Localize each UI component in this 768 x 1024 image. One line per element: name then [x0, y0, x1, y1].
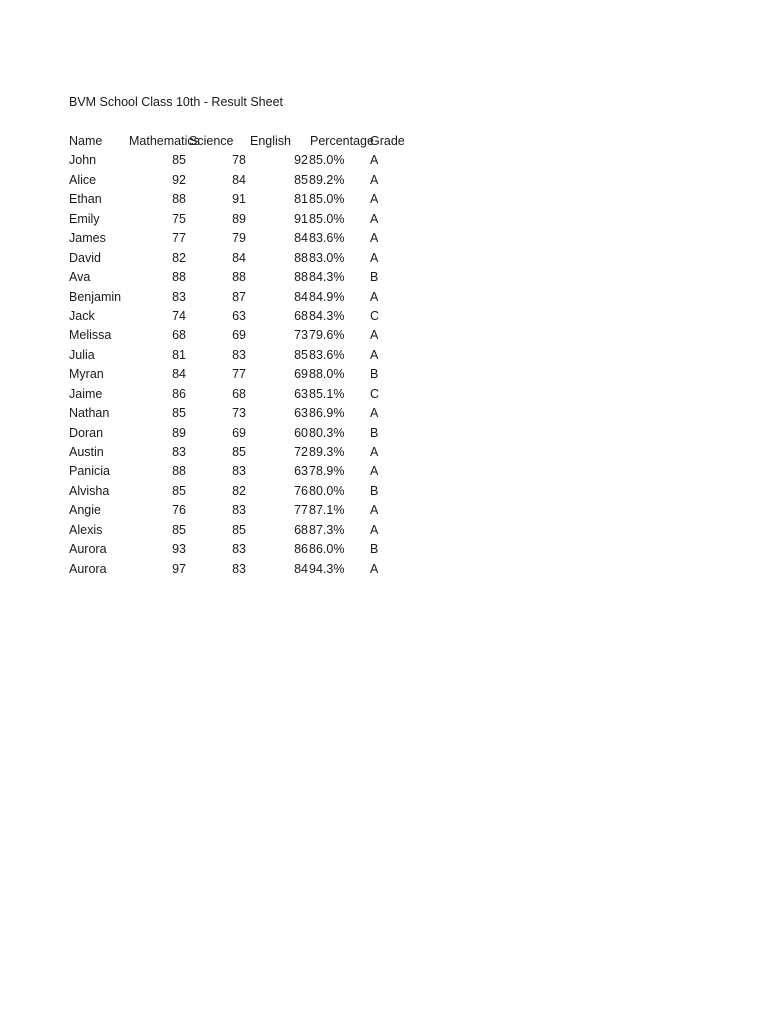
table-row: [69, 483, 429, 502]
cell-science: 87: [232, 289, 246, 304]
cell-mathematics: 84: [172, 367, 186, 382]
table-header-row: [69, 133, 429, 152]
cell-name: Jaime: [69, 386, 103, 401]
table-row: [69, 405, 429, 424]
header-percentage: Percentage: [310, 134, 374, 148]
cell-percentage: 83.6%: [309, 347, 345, 362]
cell-grade: B: [370, 483, 379, 498]
table-row: [69, 269, 429, 288]
cell-percentage: 89.2%: [309, 172, 345, 187]
cell-english: 86: [294, 542, 308, 557]
cell-english: 81: [294, 192, 308, 207]
cell-science: 84: [232, 172, 246, 187]
cell-mathematics: 92: [172, 172, 186, 187]
cell-grade: A: [370, 503, 379, 518]
cell-mathematics: 85: [172, 483, 186, 498]
cell-mathematics: 83: [172, 289, 186, 304]
header-science: Science: [189, 134, 234, 148]
results-table: [69, 133, 429, 580]
cell-english: 63: [294, 464, 308, 479]
cell-name: Emily: [69, 211, 100, 226]
cell-percentage: 86.9%: [309, 406, 345, 421]
cell-percentage: 87.3%: [309, 522, 345, 537]
cell-grade: A: [370, 347, 379, 362]
cell-name: Ethan: [69, 192, 102, 207]
cell-percentage: 79.6%: [309, 328, 345, 343]
cell-science: 68: [232, 386, 246, 401]
cell-science: 78: [232, 153, 246, 168]
cell-percentage: 85.0%: [309, 211, 345, 226]
cell-english: 69: [294, 367, 308, 382]
cell-grade: B: [370, 367, 379, 382]
cell-english: 84: [294, 561, 308, 576]
table-row: [69, 308, 429, 327]
table-row: [69, 230, 429, 249]
cell-percentage: 86.0%: [309, 542, 345, 557]
cell-mathematics: 82: [172, 250, 186, 265]
cell-grade: A: [370, 211, 379, 226]
cell-english: 88: [294, 270, 308, 285]
cell-science: 84: [232, 250, 246, 265]
page-title: BVM School Class 10th - Result Sheet: [69, 95, 283, 109]
cell-english: 84: [294, 289, 308, 304]
cell-grade: A: [370, 192, 379, 207]
table-row: [69, 172, 429, 191]
cell-english: 85: [294, 347, 308, 362]
cell-mathematics: 74: [172, 308, 186, 323]
cell-science: 82: [232, 483, 246, 498]
cell-mathematics: 85: [172, 406, 186, 421]
cell-science: 77: [232, 367, 246, 382]
cell-percentage: 94.3%: [309, 561, 345, 576]
table-row: [69, 541, 429, 560]
table-row: [69, 502, 429, 521]
cell-science: 89: [232, 211, 246, 226]
cell-mathematics: 85: [172, 153, 186, 168]
cell-grade: A: [370, 561, 379, 576]
table-row: [69, 444, 429, 463]
cell-english: 76: [294, 483, 308, 498]
cell-english: 72: [294, 445, 308, 459]
table-row: [69, 250, 429, 269]
cell-grade: A: [370, 522, 379, 537]
cell-science: 83: [232, 542, 246, 557]
cell-percentage: 80.0%: [309, 483, 345, 498]
cell-mathematics: 88: [172, 270, 186, 285]
header-english: English: [250, 134, 291, 148]
cell-english: 68: [294, 308, 308, 323]
cell-english: 91: [294, 211, 308, 226]
cell-percentage: 83.6%: [309, 231, 345, 246]
table-row: [69, 561, 429, 580]
cell-name: Nathan: [69, 406, 110, 421]
table-row: [69, 425, 429, 444]
cell-english: 73: [294, 328, 308, 343]
cell-science: 91: [232, 192, 246, 207]
cell-english: 84: [294, 231, 308, 246]
cell-grade: B: [370, 542, 379, 557]
cell-english: 68: [294, 522, 308, 537]
cell-science: 85: [232, 522, 246, 537]
cell-mathematics: 88: [172, 192, 186, 207]
cell-percentage: 87.1%: [309, 503, 345, 518]
cell-grade: A: [370, 231, 379, 246]
cell-percentage: 85.1%: [309, 386, 345, 401]
cell-english: 92: [294, 153, 308, 168]
cell-name: Doran: [69, 425, 104, 440]
cell-science: 73: [232, 406, 246, 421]
cell-mathematics: 97: [172, 561, 186, 576]
cell-grade: C: [370, 308, 380, 323]
cell-percentage: 88.0%: [309, 367, 345, 382]
cell-name: Alexis: [69, 522, 103, 537]
cell-mathematics: 86: [172, 386, 186, 401]
cell-mathematics: 89: [172, 425, 186, 440]
cell-percentage: 89.3%: [309, 445, 345, 459]
cell-english: 85: [294, 172, 308, 187]
table-row: [69, 366, 429, 385]
cell-percentage: 80.3%: [309, 425, 345, 440]
cell-mathematics: 76: [172, 503, 186, 518]
cell-grade: A: [370, 250, 379, 265]
cell-science: 83: [232, 464, 246, 479]
table-row: [69, 463, 429, 482]
header-name: Name: [69, 134, 103, 148]
cell-name: Panicia: [69, 464, 110, 479]
cell-science: 63: [232, 308, 246, 323]
cell-mathematics: 81: [172, 347, 186, 362]
cell-science: 79: [232, 231, 246, 246]
cell-english: 88: [294, 250, 308, 265]
cell-name: Melissa: [69, 328, 112, 343]
cell-name: Jack: [69, 308, 95, 323]
table-row: [69, 347, 429, 366]
cell-mathematics: 93: [172, 542, 186, 557]
cell-percentage: 84.3%: [309, 308, 345, 323]
cell-grade: A: [370, 289, 379, 304]
cell-science: 88: [232, 270, 246, 285]
cell-grade: A: [370, 464, 379, 479]
cell-percentage: 85.0%: [309, 192, 345, 207]
cell-name: Alice: [69, 172, 97, 187]
cell-mathematics: 83: [172, 445, 186, 459]
cell-name: Julia: [69, 347, 95, 362]
cell-percentage: 84.9%: [309, 289, 345, 304]
cell-percentage: 85.0%: [309, 153, 345, 168]
table-row: [69, 289, 429, 308]
cell-mathematics: 85: [172, 522, 186, 537]
cell-mathematics: 77: [172, 231, 186, 246]
table-row: [69, 191, 429, 210]
cell-science: 83: [232, 347, 246, 362]
cell-science: 83: [232, 503, 246, 518]
cell-name: John: [69, 153, 97, 168]
cell-name: Aurora: [69, 542, 107, 557]
cell-percentage: 78.9%: [309, 464, 345, 479]
cell-grade: C: [370, 386, 380, 401]
cell-mathematics: 88: [172, 464, 186, 479]
cell-science: 69: [232, 328, 246, 343]
cell-name: Myran: [69, 367, 104, 382]
cell-grade: A: [370, 153, 379, 168]
header-mathematics: Mathematics: [129, 134, 200, 148]
cell-science: 69: [232, 425, 246, 440]
cell-mathematics: 68: [172, 328, 186, 343]
cell-name: Angie: [69, 503, 101, 518]
cell-grade: B: [370, 270, 379, 285]
cell-percentage: 83.0%: [309, 250, 345, 265]
cell-name: Aurora: [69, 561, 107, 576]
table-row: [69, 327, 429, 346]
cell-name: Alvisha: [69, 483, 110, 498]
cell-science: 83: [232, 561, 246, 576]
cell-science: 85: [232, 445, 246, 459]
cell-mathematics: 75: [172, 211, 186, 226]
cell-name: Ava: [69, 270, 91, 285]
cell-name: Austin: [69, 445, 104, 459]
cell-percentage: 84.3%: [309, 270, 345, 285]
cell-grade: A: [370, 445, 379, 459]
table-row: [69, 211, 429, 230]
table-row: [69, 152, 429, 171]
table-body: [69, 152, 429, 580]
cell-english: 63: [294, 406, 308, 421]
cell-grade: A: [370, 172, 379, 187]
table-row: [69, 522, 429, 541]
cell-name: Benjamin: [69, 289, 122, 304]
cell-grade: A: [370, 406, 379, 421]
cell-english: 63: [294, 386, 308, 401]
cell-name: James: [69, 231, 106, 246]
cell-grade: B: [370, 425, 379, 440]
header-grade: Grade: [370, 134, 405, 148]
cell-english: 77: [294, 503, 308, 518]
cell-name: David: [69, 250, 101, 265]
cell-english: 60: [294, 425, 308, 440]
cell-grade: A: [370, 328, 379, 343]
table-row: [69, 386, 429, 405]
